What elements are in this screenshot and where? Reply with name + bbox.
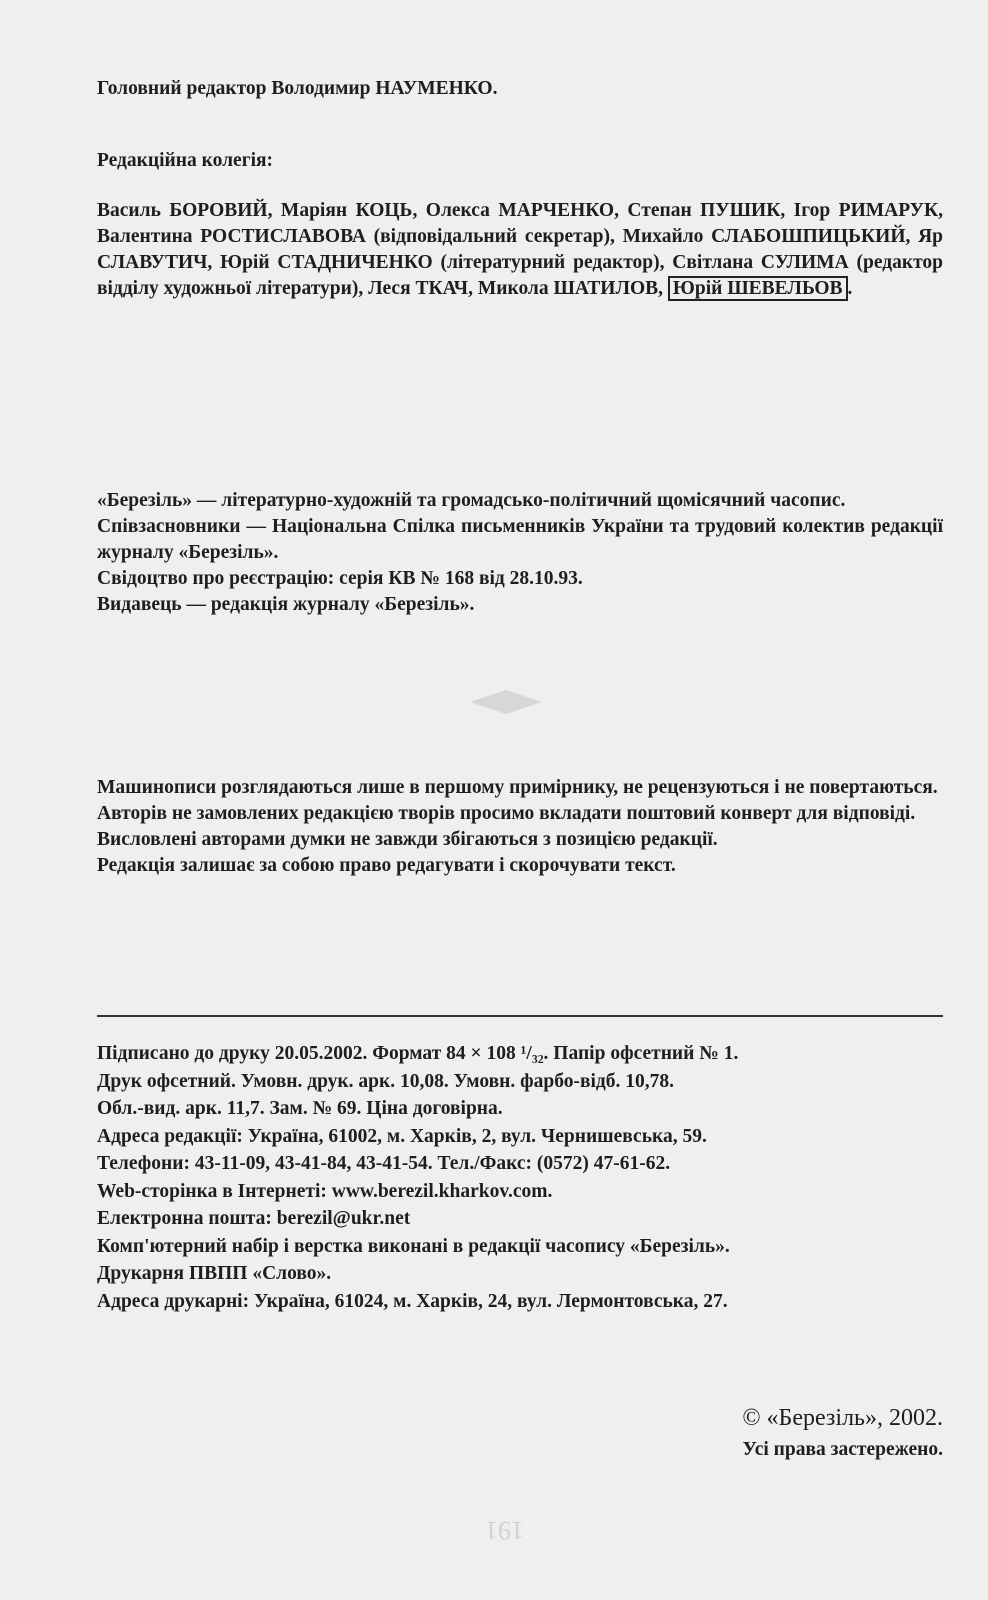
members-list: Василь БОРОВИЙ, Маріян КОЦЬ, Олекса МАРЧЕНКО, Степан ПУШИК, Ігор РИМАРУК, Валентина РОСТИСЛАВОВА (відповідальний секретар), Михайло СЛАБОШПИЦЬКИЙ, Яр СЛАВУТИЧ, Юрій СТАДНИЧЕНКО (літературний редактор), Світлана СУЛИМА (редактор відділу художньої літератури), Леся ТКАЧ, Микола ШАТИЛОВ,: [97, 200, 943, 299]
diamond-ornament-icon: [470, 690, 542, 714]
imprint-signed: Підписано до друку 20.05.2002. Формат 84 × 108 ¹/₃₂. Папір офсетний № 1.: [97, 1043, 739, 1064]
boxed-member-name: Юрій ШЕВЕЛЬОВ: [668, 276, 848, 301]
editorial-board-members: [97, 198, 943, 302]
copyright-notice: © «Березіль», 2002.: [742, 1405, 943, 1431]
imprint-email: Електронна пошта: berezil@ukr.net: [97, 1208, 411, 1229]
print-imprint: [97, 1040, 943, 1315]
registration-certificate: Свідоцтво про реєстрацію: серія КВ № 168 від 28.10.93.: [97, 568, 583, 589]
imprint-printing-house: Друкарня ПВПП «Слово».: [97, 1263, 332, 1284]
imprint-typesetting: Комп'ютерний набір і верстка виконані в редакції часопису «Березіль».: [97, 1235, 730, 1257]
note-opinions: Висловлені авторами думки не завжди збігаються з позицією редакції.: [97, 829, 718, 850]
journal-info: [97, 488, 943, 618]
imprint-printing-address: Адреса друкарні: Україна, 61024, м. Харків, 24, вул. Лермонтовська, 27.: [97, 1290, 728, 1312]
journal-description: «Березіль» — літературно-художній та громадсько-політичний щомісячний часопис.: [97, 490, 846, 511]
rights-reserved: Усі права застережено.: [742, 1439, 943, 1460]
imprint-phones: Телефони: 43-11-09, 43-41-84, 43-41-54. Тел./Факс: (0572) 47-61-62.: [97, 1153, 671, 1174]
editorial-board-label: Редакційна колегія:: [97, 150, 274, 171]
note-manuscripts: Машинописи розглядаються лише в першому примірнику, не рецензуються і не повертаються.: [97, 777, 938, 798]
submission-notes: [97, 775, 943, 879]
imprint-website: Web-сторінка в Інтернеті: www.berezil.kharkov.com.: [97, 1180, 553, 1202]
imprint-editorial-address: Адреса редакції: Україна, 61002, м. Харків, 2, вул. Чернишевська, 59.: [97, 1125, 707, 1147]
divider-line: [97, 1015, 943, 1017]
publisher: Видавець — редакція журналу «Березіль».: [97, 594, 475, 615]
imprint-order: Обл.-вид. арк. 11,7. Зам. № 69. Ціна договірна.: [97, 1098, 503, 1119]
bleed-through-page-number: 191: [485, 1516, 524, 1545]
cofounders: Співзасновники — Національна Спілка письменників України та трудовий колектив редакції журналу «Березіль».: [97, 516, 943, 563]
note-envelope: Авторів не замовлених редакцією творів просимо вкладати поштовий конверт для відповіді.: [97, 803, 916, 824]
imprint-print-type: Друк офсетний. Умовн. друк. арк. 10,08. Умовн. фарбо-відб. 10,78.: [97, 1070, 675, 1092]
chief-editor: Головний редактор Володимир НАУМЕНКО.: [97, 78, 498, 99]
note-editing-rights: Редакція залишає за собою право редагувати і скорочувати текст.: [97, 855, 676, 876]
members-end-period: .: [847, 278, 853, 299]
